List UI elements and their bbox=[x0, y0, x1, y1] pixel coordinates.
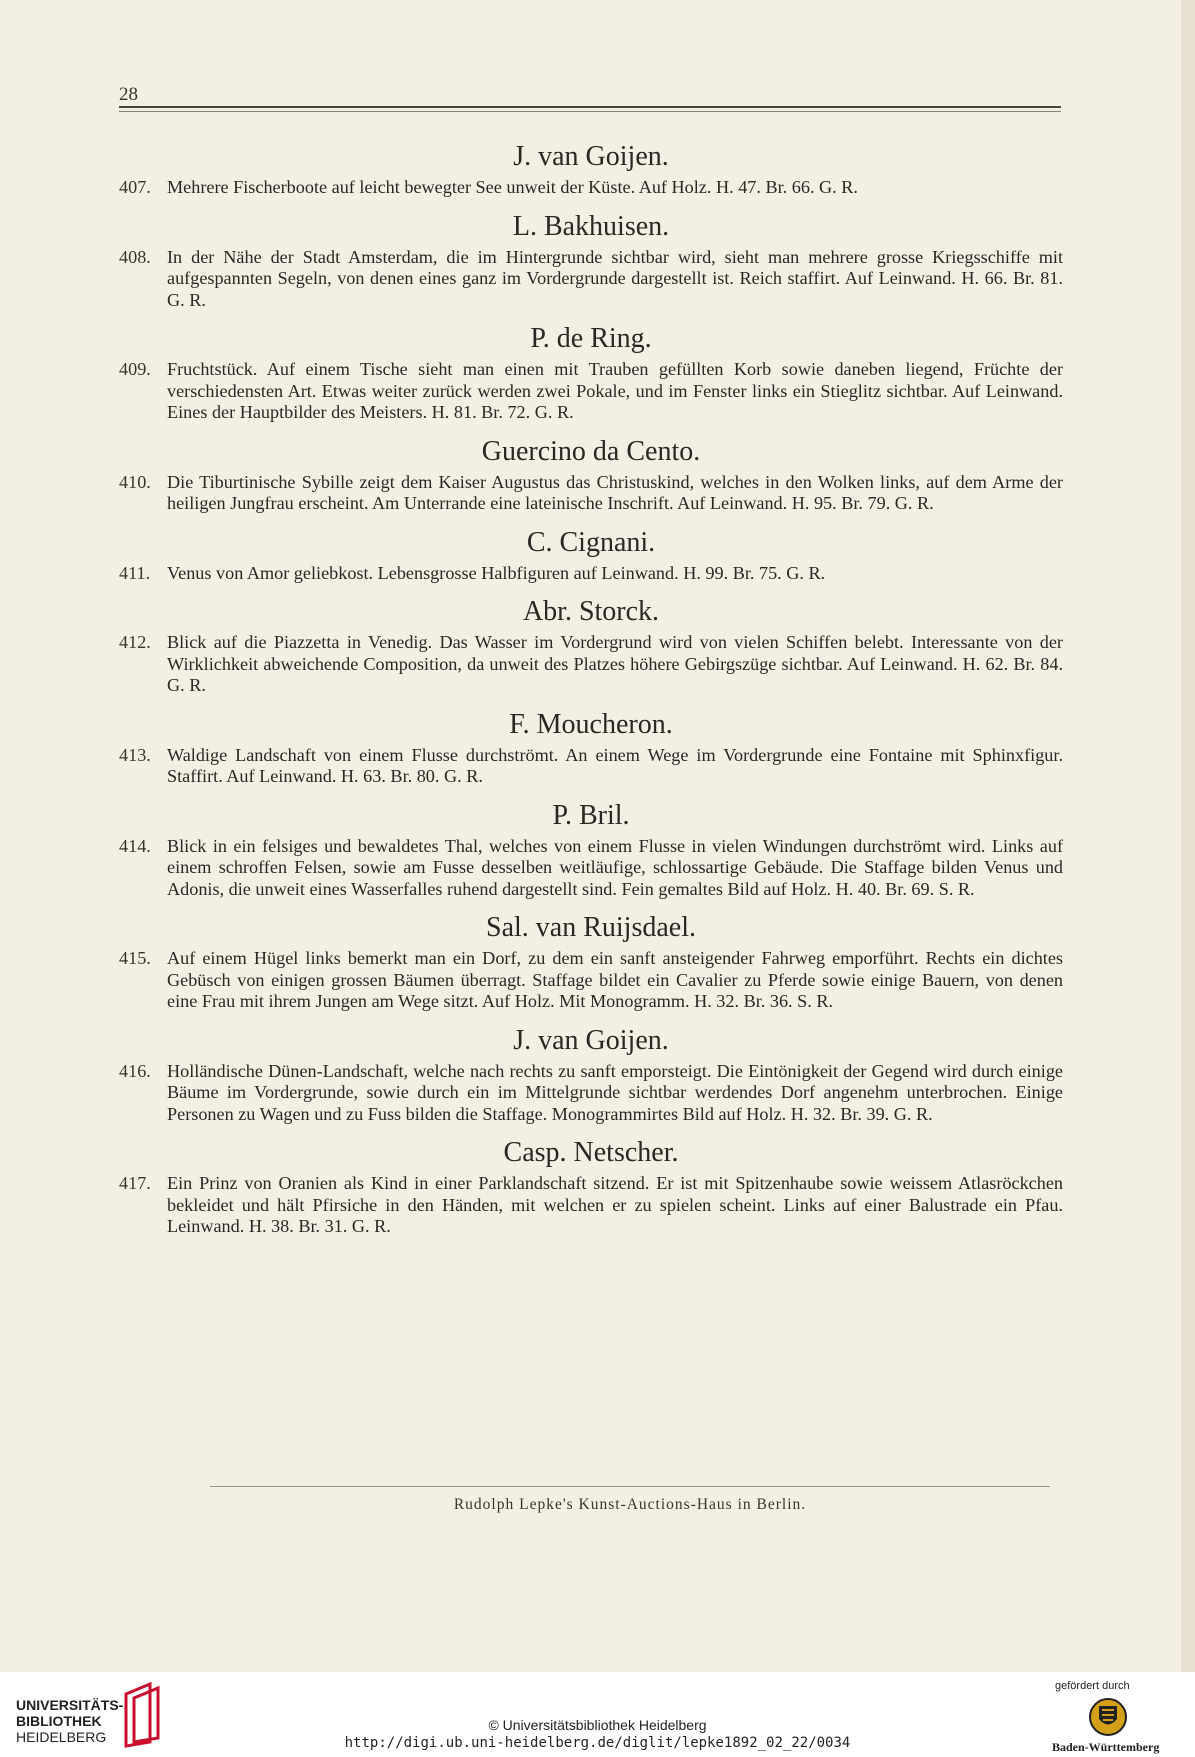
catalogue-entry bbox=[119, 359, 1063, 424]
scan-edge bbox=[1181, 0, 1195, 1672]
library-name-line1: UNIVERSITÄTS- bbox=[16, 1697, 124, 1713]
catalogue-entry bbox=[119, 745, 1063, 788]
catalogue-entry bbox=[119, 177, 1063, 199]
catalogue-entry bbox=[119, 632, 1063, 697]
source-url[interactable]: http://digi.ub.uni-heidelberg.de/diglit/lepke1892_02_22/0034 bbox=[344, 1735, 851, 1751]
funder-name: Baden-Württemberg bbox=[1052, 1740, 1160, 1754]
catalogue-entry bbox=[119, 1173, 1063, 1238]
entry-number: 411. bbox=[119, 562, 151, 583]
entry-number: 417. bbox=[119, 1173, 151, 1193]
library-name-line2: BIBLIOTHEK bbox=[16, 1713, 102, 1729]
entry-description: Blick in ein felsiges und bewaldetes Thal, welches von einem Flusse in vielen Windungen durchströmt wird. Links auf einem schroffen Felsen, sowie am Fusse desselben weitläufige, schlossartige Gebäude. Die Staffage bilden Venus und Adonis, die unweit eines Wasserfalles ruhend dargestellt sind. Fein gemaltes Bild auf Holz. H. 40. Br. 69. S. R. bbox=[167, 835, 1063, 899]
entry-number: 414. bbox=[119, 835, 151, 856]
page-footer: Rudolph Lepke's Kunst-Auctions-Haus in Berlin. bbox=[453, 1496, 807, 1513]
entry-description: Die Tiburtinische Sybille zeigt dem Kaiser Augustus das Christuskind, welches in den Wolken links, auf dem Arme der heiligen Jungfrau erscheint. Am Unterrande eine lateinische Inschrift. Auf Leinwand. H. 95. Br. 79. G. R. bbox=[167, 471, 1063, 513]
artist-heading: J. van Goijen. bbox=[513, 1024, 669, 1056]
entry-number: 412. bbox=[119, 632, 151, 652]
page-number: 28 bbox=[119, 84, 138, 105]
entry-description: Holländische Dünen-Landschaft, welche nach rechts zu sanft emporsteigt. Die Eintönigkeit der Gegend wird durch einige Bäume im Vordergrunde, sowie durch ein im Mittelgrunde sichtbar werdendes Dorf angenehm unterbrochen. Einige Personen zu Wagen und zu Fuss bilden die Staffage. Monogrammirtes Bild auf Holz. H. 32. Br. 39. G. R. bbox=[167, 1060, 1063, 1124]
catalogue-body bbox=[119, 140, 1063, 1249]
funded-by-label: gefördert durch bbox=[1055, 1680, 1130, 1692]
entry-description: Blick auf die Piazzetta in Venedig. Das Wasser im Vordergrund wird von vielen Schiffen belebt. Interessante von der Wirklichkeit abweichende Composition, da unweit des Platzes höhere Gebirgszüge sichtbar. Auf Leinwand. H. 62. Br. 84. G. R. bbox=[167, 632, 1063, 695]
entry-number: 409. bbox=[119, 359, 151, 379]
catalogue-entry bbox=[119, 1061, 1063, 1126]
entry-description: Ein Prinz von Oranien als Kind in einer Parklandschaft sitzend. Er ist mit Spitzenhaube sowie weissem Atlasröckchen bekleidet und hält Pfirsiche in den Händen, mit welchen er zu spielen scheint. Links auf einer Balustrade ein Pfau. Leinwand. H. 38. Br. 31. G. R. bbox=[167, 1173, 1063, 1236]
artist-heading: Guercino da Cento. bbox=[481, 435, 701, 467]
catalogue-entry bbox=[119, 563, 1063, 585]
entry-description: In der Nähe der Stadt Amsterdam, die im Hintergrunde sichtbar wird, sieht man mehrere grosse Kriegsschiffe mit aufgespannten Segeln, von denen eines ganz im Vordergrunde dargestellt ist. Reich staffirt. Auf Leinwand. H. 66. Br. 81. G. R. bbox=[167, 246, 1063, 310]
header-rule-thin bbox=[119, 111, 1061, 112]
entry-number: 410. bbox=[119, 471, 151, 492]
catalogue-entry bbox=[119, 948, 1063, 1013]
artist-heading: Sal. van Ruijsdael. bbox=[486, 912, 696, 943]
artist-heading: F. Moucheron. bbox=[509, 708, 673, 740]
entry-number: 407. bbox=[119, 177, 151, 197]
entry-description: Waldige Landschaft von einem Flusse durchströmt. An einem Wege im Vordergrunde eine Fontaine mit Sphinxfigur. Staffirt. Auf Leinwand. H. 63. Br. 80. G. R. bbox=[167, 744, 1063, 786]
artist-heading: Abr. Storck. bbox=[522, 596, 660, 627]
entry-number: 415. bbox=[119, 948, 151, 968]
entry-description: Auf einem Hügel links bemerkt man ein Dorf, zu dem ein sanft ansteigender Fahrweg emporführt. Rechts ein dichtes Gebüsch von einigen grossen Bäumen überragt. Staffage bildet ein Cavalier zu Pferde sowie einige Bauern, von denen eine Frau mit ihrem Jungen am Wege sitzt. Auf Holz. Mit Monogramm. H. 32. Br. 36. S. R. bbox=[167, 948, 1063, 1011]
entry-number: 408. bbox=[119, 246, 151, 267]
library-name-line3: HEIDELBERG bbox=[16, 1729, 107, 1745]
crest-icon bbox=[1088, 1697, 1128, 1737]
entry-description: Mehrere Fischerboote auf leicht bewegter See unweit der Küste. Auf Holz. H. 47. Br. 66. G. R. bbox=[167, 177, 858, 197]
catalogue-entry bbox=[119, 247, 1063, 312]
artist-heading: C. Cignani. bbox=[526, 526, 656, 558]
catalogue-entry bbox=[119, 472, 1063, 515]
catalogue-entry bbox=[119, 836, 1063, 901]
entry-number: 416. bbox=[119, 1060, 151, 1081]
entry-number: 413. bbox=[119, 744, 151, 765]
artist-heading: Casp. Netscher. bbox=[503, 1137, 679, 1168]
artist-heading: L. Bakhuisen. bbox=[512, 210, 670, 242]
artist-heading: P. de Ring. bbox=[530, 323, 652, 354]
footer-rule bbox=[210, 1486, 1050, 1487]
artist-heading: P. Bril. bbox=[552, 799, 630, 831]
header-rule bbox=[119, 106, 1061, 108]
entry-description: Fruchtstück. Auf einem Tische sieht man einen mit Trauben gefüllten Korb sowie daneben liegend, Früchte der verschiedensten Art. Etwas weiter zurück werden zwei Pokale, und im Fenster links ein Stieglitz sichtbar. Auf Leinwand. Eines der Hauptbilder des Meisters. H. 81. Br. 72. G. R. bbox=[167, 359, 1063, 422]
copyright-text: © Universitätsbibliothek Heidelberg bbox=[488, 1717, 707, 1733]
artist-heading: J. van Goijen. bbox=[513, 141, 669, 172]
entry-description: Venus von Amor geliebkost. Lebensgrosse Halbfiguren auf Leinwand. H. 99. Br. 75. G. R. bbox=[167, 562, 826, 583]
